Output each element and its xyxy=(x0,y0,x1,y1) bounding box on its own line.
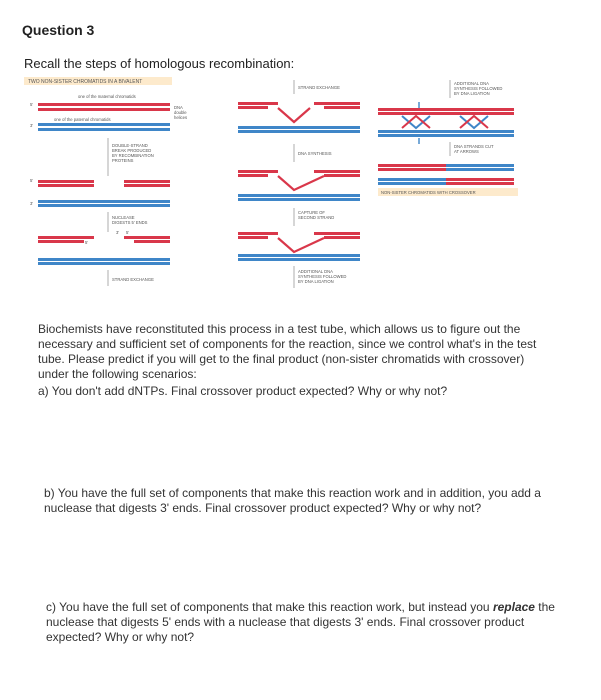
final-synthesis-label-1: ADDITIONAL DNA xyxy=(454,81,489,86)
dna-label-1: DNA xyxy=(174,105,183,110)
additional-synthesis-label-1: ADDITIONAL DNA xyxy=(298,269,333,274)
capture-label-2: SECOND STRAND xyxy=(298,215,335,220)
paternal-label: one of the paternal chromatids xyxy=(54,117,111,122)
strand-exchange-label-1: STRAND EXCHANGE xyxy=(112,277,154,282)
nuclease-label-1: NUCLEASE xyxy=(112,215,135,220)
svg-text:5': 5' xyxy=(85,240,89,245)
crossover-duplexes xyxy=(378,164,514,185)
nuclease-label-2: DIGESTS 5' ENDS xyxy=(112,220,148,225)
question-c-end: the nuclease that digests 5' ends with a nuclease that digests 3' ends. Final crossover product expected? Why or why not? xyxy=(46,600,555,644)
capture-label-1: CAPTURE OF xyxy=(298,210,325,215)
crossover-label: NON-SISTER CHROMATIDS WITH CROSSOVER xyxy=(381,190,476,195)
holliday-duplexes xyxy=(378,102,514,144)
dsb-label-1: DOUBLE-STRAND xyxy=(112,143,148,148)
resected-duplexes xyxy=(38,236,170,265)
svg-text:5': 5' xyxy=(30,102,34,107)
dsb-label-3: BY RECOMBINATION xyxy=(112,153,154,158)
homologous-recombination-figure xyxy=(24,76,524,296)
question-b: b) You have the full set of components that make this reaction work and in addition, you add a nuclease that digests 3' ends. Final crossover product expected? Why or why not? xyxy=(44,486,541,515)
dna-label-2: double xyxy=(174,110,187,115)
question-prompt: Recall the steps of homologous recombination: xyxy=(24,56,295,71)
question-c-start: c) You have the full set of components that make this reaction work, but instead you xyxy=(46,600,493,614)
final-synthesis-label-2: SYNTHESIS FOLLOWED xyxy=(454,86,503,91)
question-c xyxy=(46,600,566,645)
maternal-label: one of the maternal chromatids xyxy=(78,94,136,99)
strand-exchange-label-2: STRAND EXCHANGE xyxy=(298,85,340,90)
cut-label-2: AT ARROWS xyxy=(454,149,479,154)
question-a: a) You don't add dNTPs. Final crossover product expected? Why or why not? xyxy=(38,384,448,398)
dna-label-3: helices xyxy=(174,115,188,120)
additional-synthesis-label-3: BY DNA LIGATION xyxy=(298,279,334,284)
capture-duplexes xyxy=(238,232,360,261)
final-synthesis-label-3: BY DNA LIGATION xyxy=(454,91,490,96)
synthesis-duplexes xyxy=(238,170,360,201)
question-c-emphasis: replace xyxy=(492,600,535,614)
intro-paragraph: Biochemists have reconstituted this process in a test tube, which allows us to figure out the necessary and sufficient set of components for the reaction, since we control what's in the test tube. Please predict if you will get to the final product (non-sister chromatids with crossover) under the following scenarios: xyxy=(38,322,537,381)
figure-header: TWO NON-SISTER CHROMATIDS IN A BIVALENT xyxy=(28,79,143,85)
svg-text:5': 5' xyxy=(126,230,130,235)
cut-label-1: DNA STRANDS CUT xyxy=(454,144,494,149)
dsb-label-4: PROTEINS xyxy=(112,158,134,163)
additional-synthesis-label-2: SYNTHESIS FOLLOWED xyxy=(298,274,347,279)
svg-text:5': 5' xyxy=(30,178,34,183)
dna-synthesis-label: DNA SYNTHESIS xyxy=(298,151,332,156)
svg-text:3': 3' xyxy=(116,230,120,235)
svg-text:3': 3' xyxy=(30,201,34,206)
svg-text:3': 3' xyxy=(30,123,34,128)
question-title: Question 3 xyxy=(22,22,95,38)
dsb-label-2: BREAK PRODUCED xyxy=(112,148,152,153)
dsb-duplexes xyxy=(38,180,170,207)
strand-exchange-duplexes xyxy=(238,102,360,133)
